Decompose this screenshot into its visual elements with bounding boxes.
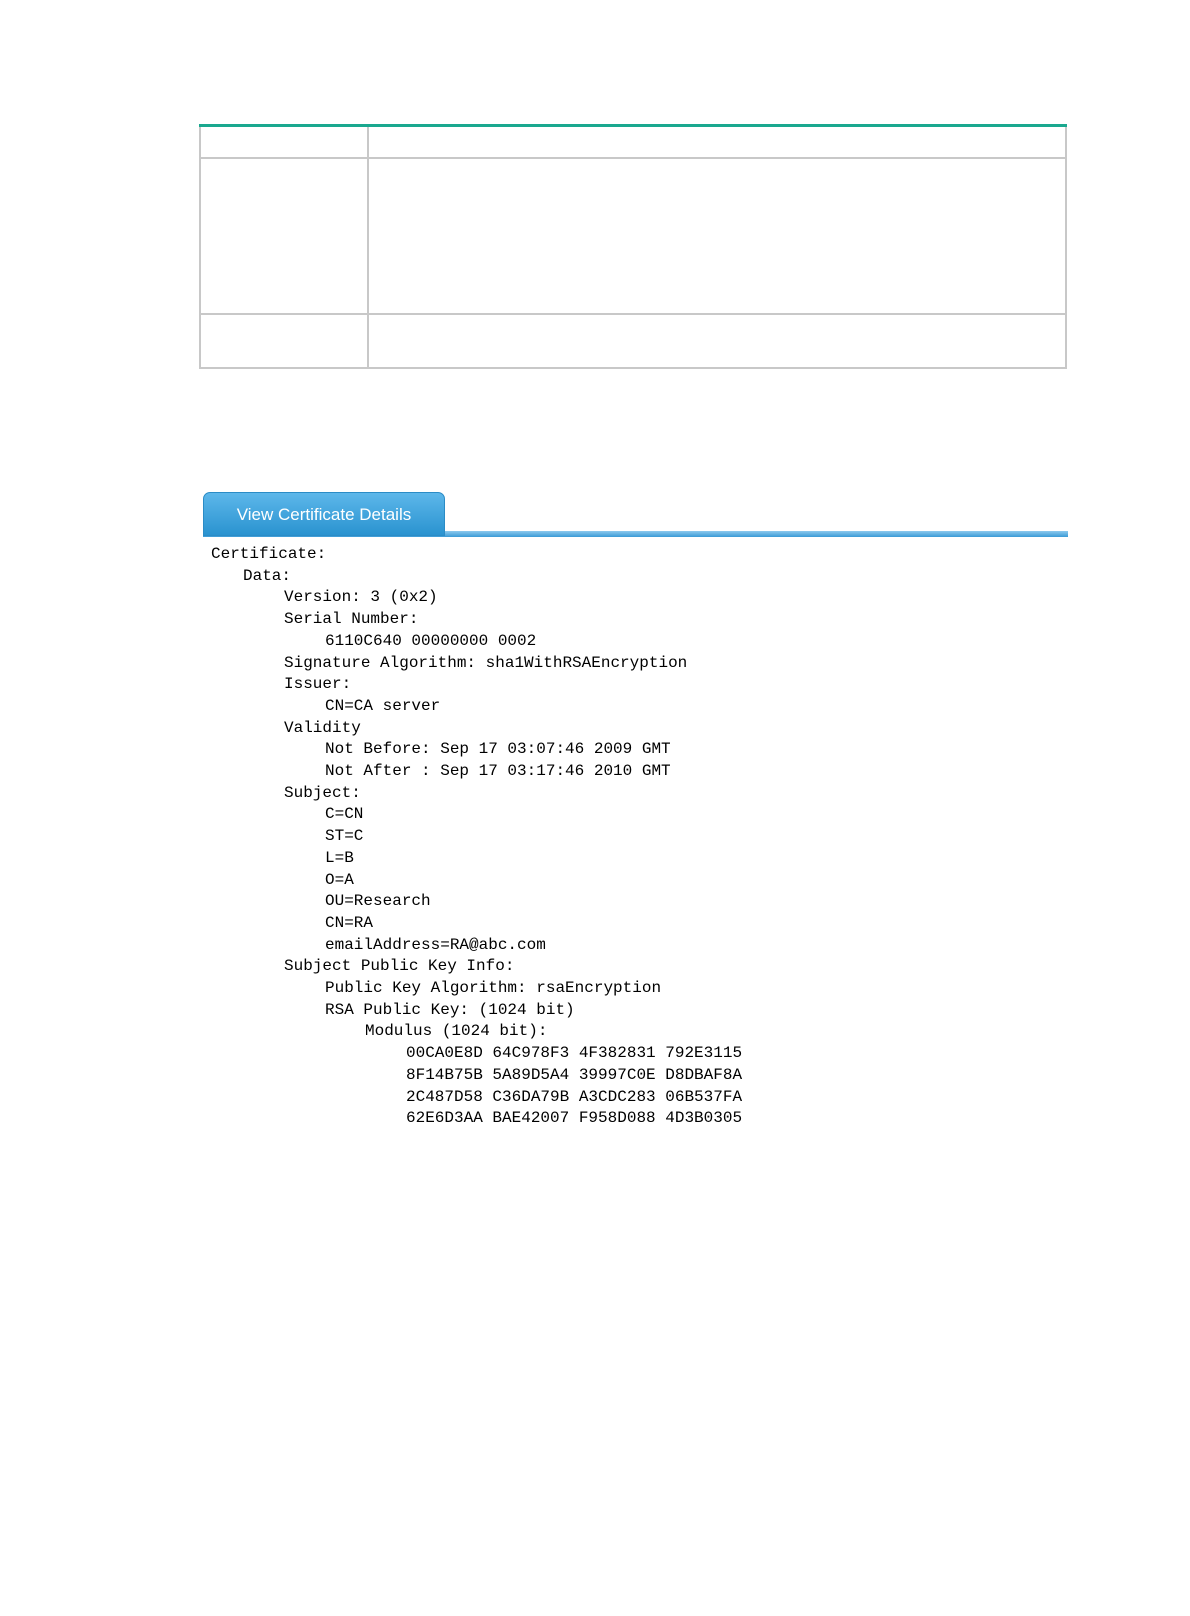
certificate-line: 6110C640 00000000 0002 — [325, 631, 537, 650]
certificate-text — [211, 544, 1061, 1128]
certificate-line: Serial Number: — [284, 610, 419, 629]
table-cell-label — [200, 314, 368, 368]
certificate-line: OU=Research — [325, 892, 431, 911]
table-cell-label — [200, 126, 368, 159]
certificate-line: emailAddress=RA@abc.com — [325, 935, 546, 954]
certificate-line: 2C487D58 C36DA79B A3CDC283 06B537FA — [406, 1087, 743, 1106]
tab-view-certificate-details[interactable]: View Certificate Details — [203, 492, 445, 536]
certificate-line: Subject Public Key Info: — [284, 957, 515, 976]
certificate-line: 62E6D3AA BAE42007 F958D088 4D3B0305 — [406, 1109, 743, 1128]
table-row — [200, 126, 1066, 159]
table-row — [200, 158, 1066, 314]
certificate-line: ST=C — [325, 827, 364, 846]
certificate-line: Validity — [284, 718, 361, 737]
certificate-details-panel — [203, 492, 1068, 1128]
certificate-line: Issuer: — [284, 675, 352, 694]
table-row — [200, 314, 1066, 368]
certificate-line: CN=RA — [325, 913, 374, 932]
certificate-line: Signature Algorithm: sha1WithRSAEncryption — [284, 653, 688, 672]
certificate-line: 8F14B75B 5A89D5A4 39997C0E D8DBAF8A — [406, 1065, 743, 1084]
table-cell-label — [200, 158, 368, 314]
certificate-line: Modulus (1024 bit): — [365, 1022, 548, 1041]
certificate-line: RSA Public Key: (1024 bit) — [325, 1000, 575, 1019]
table-cell-value — [368, 126, 1066, 159]
certificate-line: Not Before: Sep 17 03:07:46 2009 GMT — [325, 740, 671, 759]
certificate-line: Not After : Sep 17 03:17:46 2010 GMT — [325, 762, 671, 781]
certificate-line: O=A — [325, 870, 354, 889]
certificate-line: Public Key Algorithm: rsaEncryption — [325, 979, 662, 998]
table-cell-value — [368, 314, 1066, 368]
certificate-line: 00CA0E8D 64C978F3 4F382831 792E3115 — [406, 1044, 743, 1063]
table-cell-value — [368, 158, 1066, 314]
certificate-line: Version: 3 (0x2) — [284, 588, 438, 607]
certificate-line: Subject: — [284, 783, 361, 802]
certificate-line: CN=CA server — [325, 696, 441, 715]
certificate-line: L=B — [325, 848, 354, 867]
certificate-line: Data: — [243, 566, 292, 585]
certificate-line: C=CN — [325, 805, 364, 824]
certificate-line: Certificate: — [211, 545, 327, 563]
tab-bar — [203, 492, 1068, 538]
parameter-table — [199, 124, 1067, 369]
